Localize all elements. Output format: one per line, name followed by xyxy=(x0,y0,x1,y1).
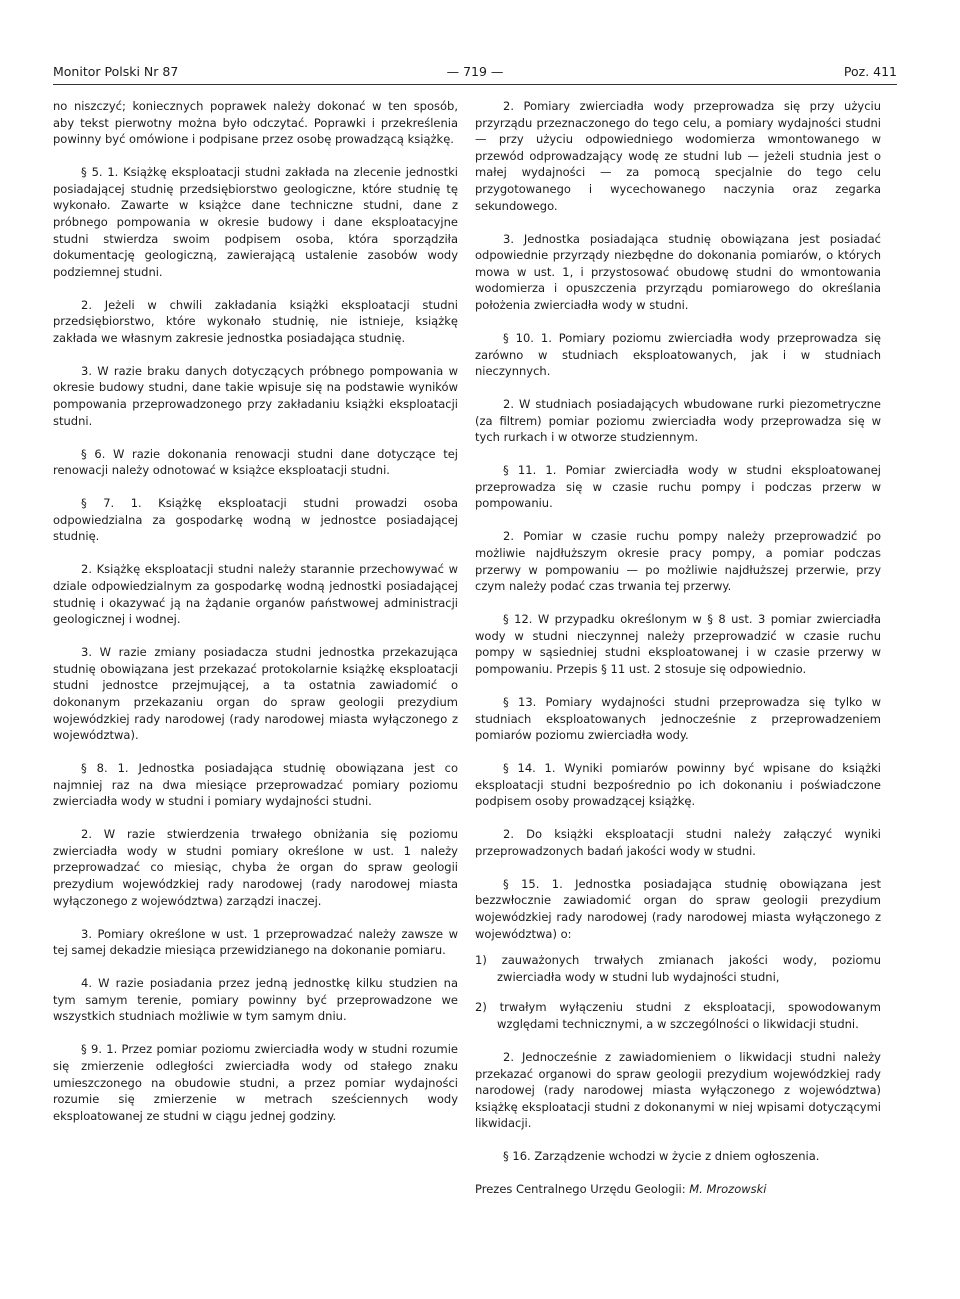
paragraph: § 8. 1. Jednostka posiadająca studnię obowiązana jest co najmniej raz na dwa miesiące przeprowadzać pomiary poziomu zwierciadła wody w studni i pomiary wydajności studni. xyxy=(53,761,458,809)
page-header xyxy=(53,62,897,85)
list-item: 1) zauważonych trwałych zmianach jakości wody, poziomu zwierciadła wody w studni lub wydajności studni, xyxy=(475,953,881,984)
journal-title: Monitor Polski Nr 87 xyxy=(53,64,179,79)
signature xyxy=(475,1181,881,1198)
paragraph: 2. Książkę eksploatacji studni należy starannie przechowywać w dziale odpowiedzialnym za gospodarkę wodną jednostki posiadającej studnię i okazywać ją na żądanie organów państwowej administracji geologicznej i wodnej. xyxy=(53,562,458,627)
paragraph: § 15. 1. Jednostka posiadająca studnię obowiązana jest bezzwłocznie zawiadomić organ do spraw geologii prezydium wojewódzkiej rady narodowej (rady narodowej miasta wyłączonego z województwa) o: xyxy=(475,876,881,941)
paragraph: § 6. W razie dokonania renowacji studni dane dotyczące tej renowacji należy odnotować w książce eksploatacji studni. xyxy=(53,446,458,478)
paragraph: § 13. Pomiary wydajności studni przeprowadza się tylko w studniach eksploatowanych jednocześnie z przeprowadzeniem pomiarów poziomu zwierciadła wody. xyxy=(475,694,881,743)
right-column xyxy=(475,98,881,1214)
paragraph: § 7. 1. Książkę eksploatacji studni prowadzi osoba odpowiedzialna za gospodarkę wodną w jednostce posiadającej studnię. xyxy=(53,496,458,544)
paragraph: no niszczyć; koniecznych poprawek należy dokonać w ten sposób, aby tekst pierwotny można było odczytać. Poprawki i przekreślenia powinny być omówione i podpisane przez osobę prowadzącą książkę. xyxy=(53,99,458,147)
paragraph: 2. Jednocześnie z zawiadomieniem o likwidacji studni należy przekazać organowi do spraw geologii prezydium wojewódzkiej rady narodowej (rady narodowej miasta wyłączonego z województwa) książkę eksploatacji studni z dokonanymi w niej wpisami dotyczącymi likwidacji. xyxy=(475,1050,881,1131)
paragraph: 3. W razie zmiany posiadacza studni jednostka przekazująca studnię obowiązana jest przekazać protokolarnie książkę eksploatacji studni jednostce przejmującej, a ta ostatnia zawiadomić o dokonanym przekazaniu organ do spraw geologii prezydium wojewódzkiej rady narodowej (rady narodowej miasta wyłączonego z województwa). xyxy=(53,645,458,743)
paragraph: 2. Jeżeli w chwili zakładania książki eksploatacji studni przedsiębiorstwo, które wykonało studnię, nie istnieje, książkę zakłada we własnym zakresie jednostka posiadająca studnię. xyxy=(53,297,458,345)
paragraph: 3. W razie braku danych dotyczących próbnego pompowania w okresie budowy studni, dane takie wpisuje się na podstawie wyników pompowania przeprowadzonego przy zakładaniu książki eksploatacji studni. xyxy=(53,363,458,428)
list-item: 2) trwałym wyłączeniu studni z eksploatacji, spowodowanym względami technicznymi, a w szczególności o likwidacji studni. xyxy=(475,1000,881,1032)
paragraph: § 9. 1. Przez pomiar poziomu zwierciadła wody w studni rozumie się zmierzenie odległości zwierciadła wody od stałego znaku umieszczonego na obudowie studni, a przez pomiar wydajności rozumie się zmierzenie w metrach sześciennych wody eksploatowanej ze studni w ciągu jednej godziny. xyxy=(53,1042,458,1123)
signature-role: Prezes Centralnego Urzędu Geologii: xyxy=(475,1182,686,1197)
paragraph: 2. Pomiary zwierciadła wody przeprowadza się przy użyciu przyrządu przeznaczonego do tego celu, a pomiary wydajności studni — przy użyciu odpowiedniego wodomierza wmontowanego w przewód odprowadzający wodę ze studni lub — jeżeli studnia jest o małej wydajności — za pomocą specjalnie do tego celu przygotowanego i wycechowanego naczynia oraz zegarka sekundowego. xyxy=(475,99,881,213)
paragraph: § 10. 1. Pomiary poziomu zwierciadła wody przeprowadza się zarówno w studniach eksploatowanych, jak i w studniach nieczynnych. xyxy=(475,330,881,379)
paragraph: 2. W razie stwierdzenia trwałego obniżania się poziomu zwierciadła wody w studni pomiary określone w ust. 1 należy przeprowadzać co miesiąc, chyba że organ do spraw geologii prezydium wojewódzkiej rady narodowej (rady narodowej miasta wyłączonego z województwa) zarządzi inaczej. xyxy=(53,827,458,908)
paragraph: 3. Pomiary określone w ust. 1 przeprowadzać należy zawsze w tej samej dekadzie miesiąca przewidzianego na dokonanie pomiaru. xyxy=(53,926,458,958)
paragraph: § 14. 1. Wyniki pomiarów powinny być wpisane do książki eksploatacji studni bezpośrednio po ich dokonaniu i poświadczone podpisem osoby prowadzącej książkę. xyxy=(475,761,881,809)
paragraph: 2. W studniach posiadających wbudowane rurki piezometryczne (za filtrem) pomiar poziomu zwierciadła wody przeprowadza się w tych rurkach i w otworze studziennym. xyxy=(475,397,881,445)
left-column xyxy=(53,98,458,1124)
page-number: — 719 — xyxy=(446,64,504,79)
paragraph: § 5. 1. Książkę eksploatacji studni zakłada na zlecenie jednostki posiadającej studnię przedsiębiorstwo geologiczne, które studnię tę wykonało. Zawarte w książce dane techniczne studni, dane z próbnego pompowania w okresie budowy i dane eksploatacyjne studni stwierdza swoim podpisem osoba, która sporządziła dokumentację geologiczną, zawierającą ustalenie zasobów wody podziemnej studni. xyxy=(53,165,458,279)
position-number: Poz. 411 xyxy=(843,64,897,79)
paragraph: 4. W razie posiadania przez jedną jednostkę kilku studzien na tym samym terenie, pomiary powinny być przeprowadzone we wszystkich studniach możliwie w tym samym dniu. xyxy=(53,976,458,1024)
paragraph: § 16. Zarządzenie wchodzi w życie z dniem ogłoszenia. xyxy=(503,1149,820,1164)
paragraph: 2. Pomiar w czasie ruchu pompy należy przeprowadzić po możliwie najdłuższym okresie pracy pompy, a pomiar podczas przerwy w pompowaniu — po możliwie najdłuższej przerwie, przy czym należy podać czas trwania tej przerwy. xyxy=(475,529,881,594)
signature-name: M. Mrozowski xyxy=(689,1182,767,1197)
paragraph: 2. Do książki eksploatacji studni należy załączyć wyniki przeprowadzonych badań jakości wody w studni. xyxy=(475,827,881,858)
paragraph: 3. Jednostka posiadająca studnię obowiązana jest posiadać odpowiednie przyrządy niezbędne do dokonania pomiarów, o których mowa w ust. 1, i przystosować obudowę studni do wmontowania wodomierza i opuszczenia przyrządu pomiarowego do określania położenia zwierciadła wody w studni. xyxy=(475,231,881,312)
paragraph: § 11. 1. Pomiar zwierciadła wody w studni eksploatowanej przeprowadza się w czasie ruchu pompy i podczas przerw w pompowaniu. xyxy=(475,463,881,511)
paragraph: § 12. W przypadku określonym w § 8 ust. 3 pomiar zwierciadła wody w studni nieczynnej należy przeprowadzić w czasie ruchu pompy w sąsiedniej studni eksploatowanej i w czasie przerwy w pompowaniu. Przepis § 11 ust. 2 stosuje się odpowiednio. xyxy=(475,612,881,676)
